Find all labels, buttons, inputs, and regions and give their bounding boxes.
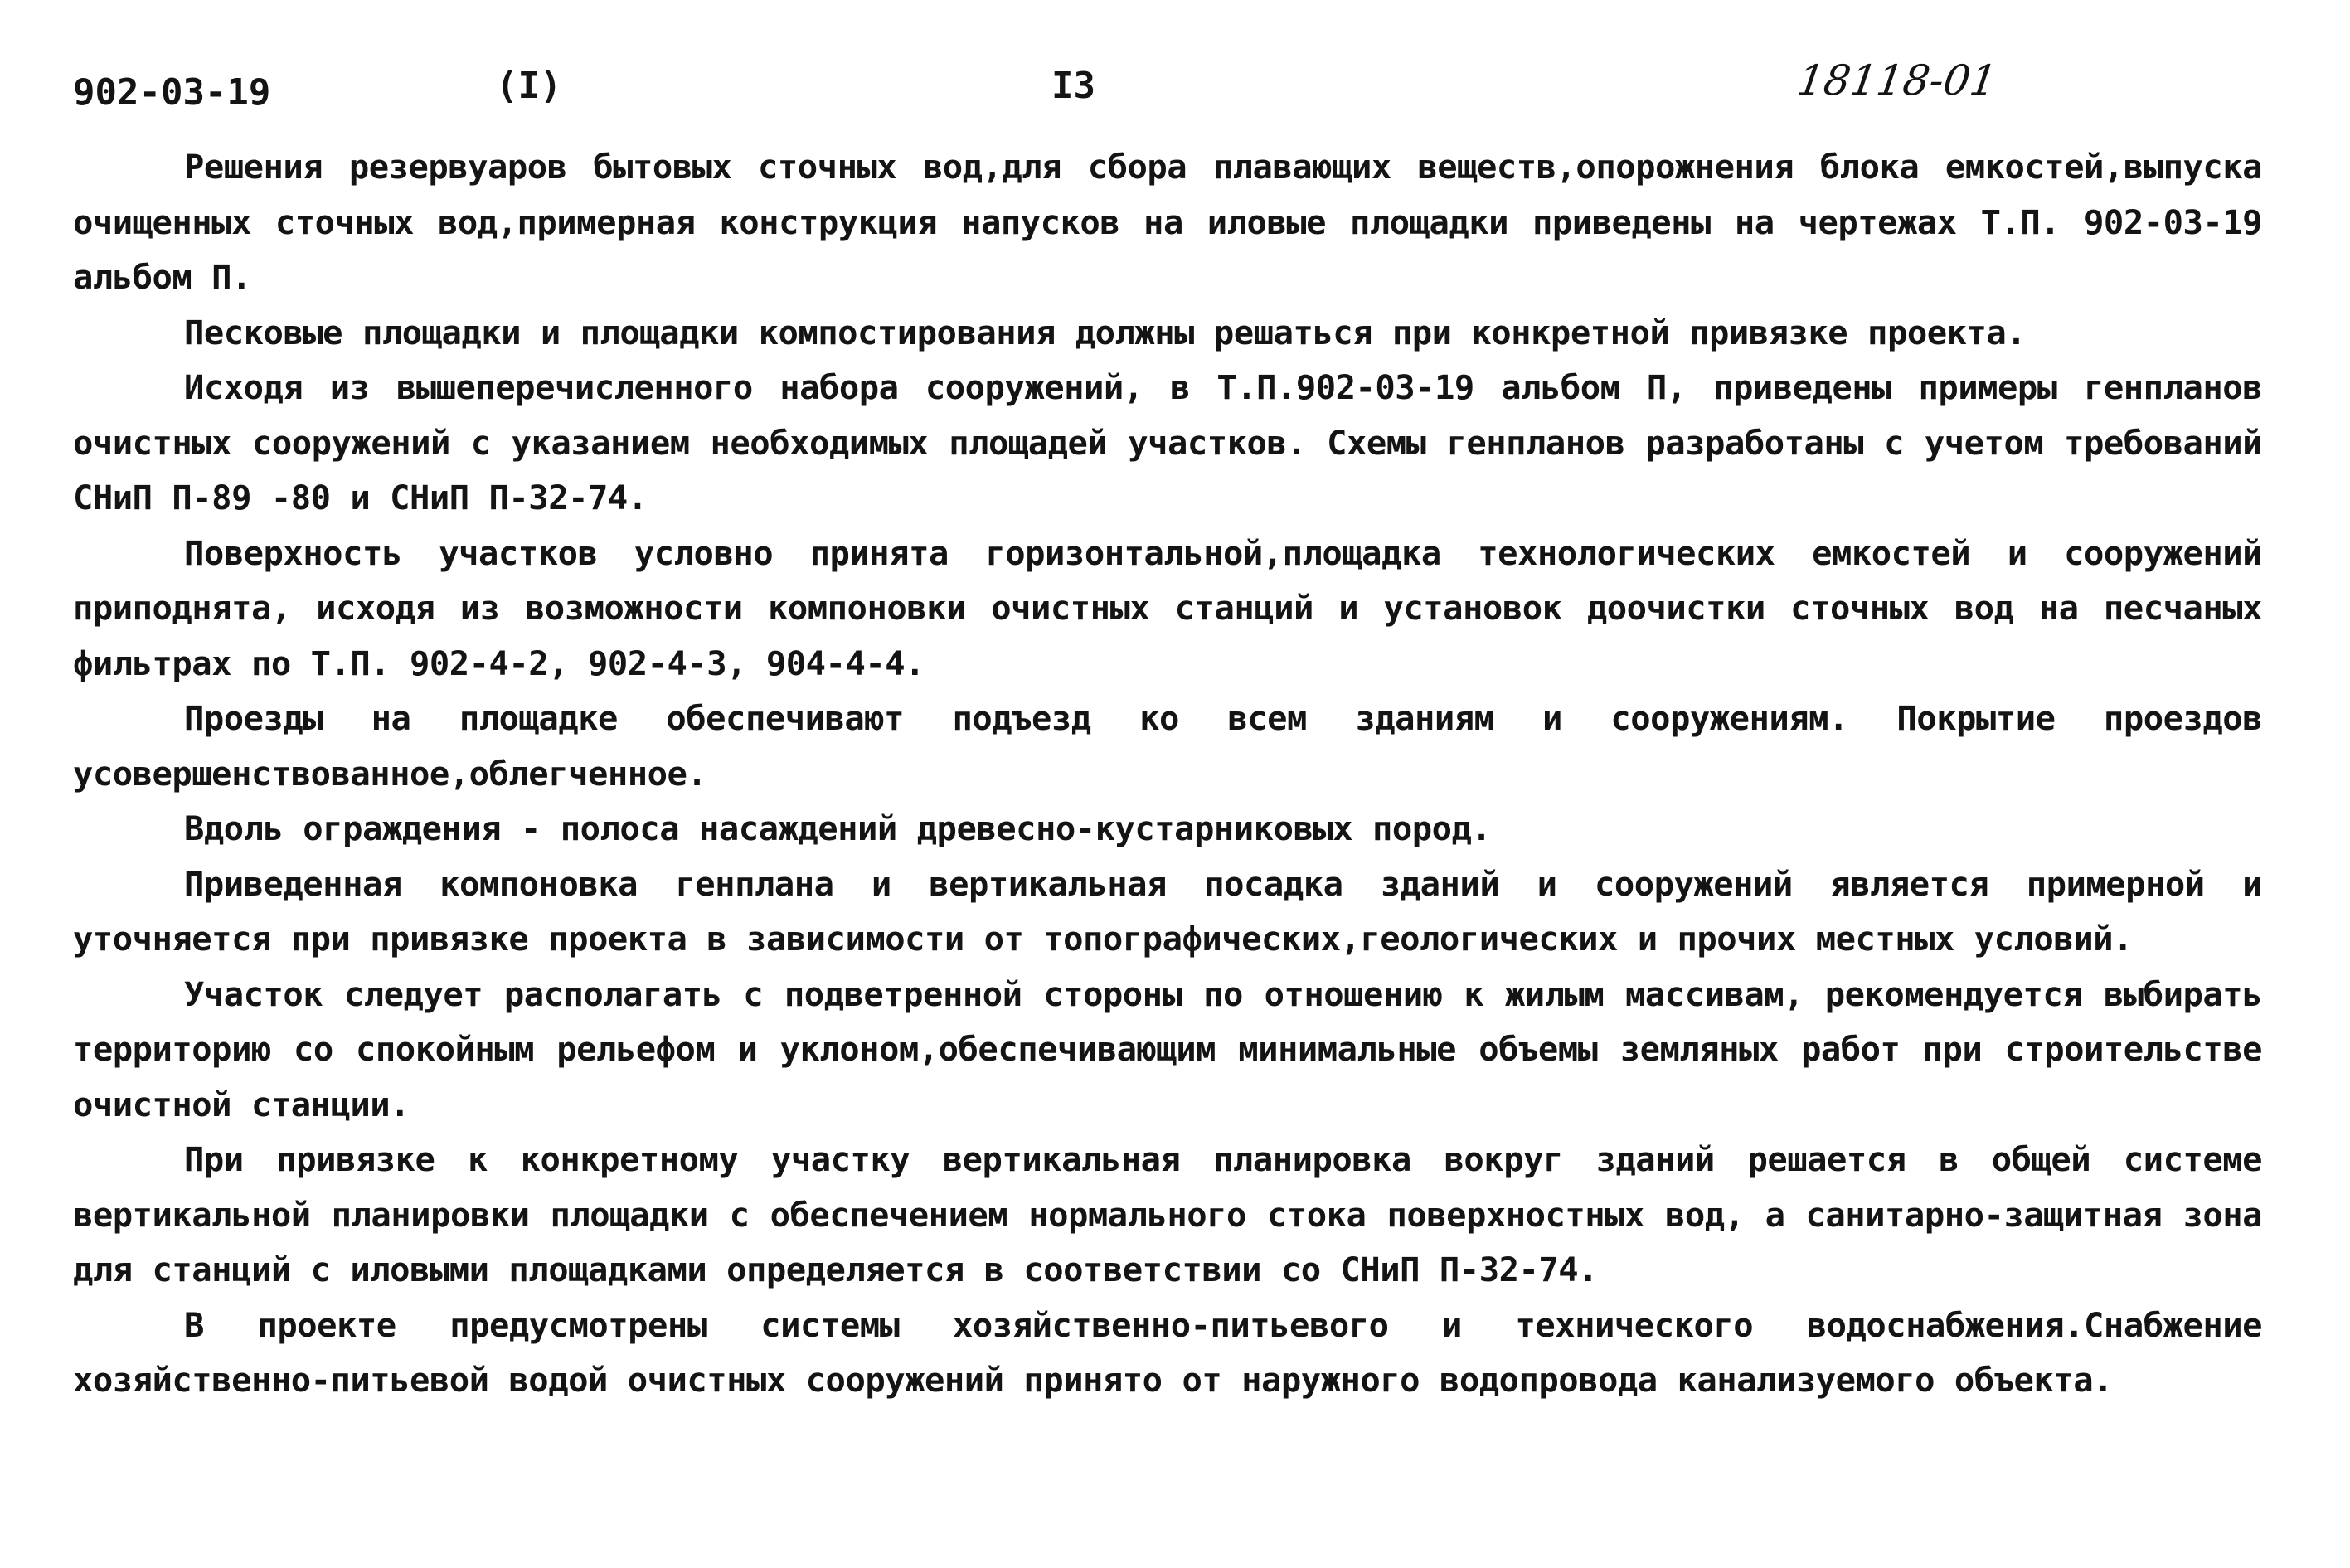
document-code: 902-03-19: [73, 71, 271, 114]
paragraph-surface: Поверхность участков условно принята горизонтальной,площадка технологических емкостей и сооружений приподнята, исходя из возможности компоновки очистных станций и установок доочистки сточных вод на песчаных фильтрах по Т.П. 902-4-2, 902-4-3, 904-4-4.: [73, 532, 2262, 683]
body-text: [73, 139, 2262, 1408]
paragraph-layout: Приведенная компоновка генплана и вертикальная посадка зданий и сооружений является примерной и уточняется при привязке проекта в зависимости от топографических,геологических и прочих местных условий.: [73, 863, 2262, 959]
paragraph-vertical-planning: При привязке к конкретному участку вертикальная планировка вокруг зданий решается в общей системе вертикальной планировки площадки с обеспечением нормального стока поверхностных вод, а санитарно-защитная зона для станций с иловыми площадками определяется в соответствии со СНиП П-32-74.: [73, 1139, 2262, 1289]
paragraph-driveways: Проезды на площадке обеспечивают подъезд ко всем зданиям и сооружениям. Покрытие проездов усовершенствованное,облегченное.: [73, 698, 2262, 794]
handwritten-inventory-number: 18118-01: [1794, 56, 2000, 104]
part-number: (I): [496, 65, 562, 107]
paragraph-fence-planting: Вдоль ограждения - полоса насаждений древесно-кустарниковых пород.: [184, 808, 1492, 848]
page-number: I3: [1051, 65, 1095, 107]
paragraph-sand-platforms: Песковые площадки и площадки компостирования должны решаться при конкретной привязке проекта.: [184, 312, 2027, 352]
page-header: [73, 56, 2312, 131]
paragraph-site-plans: Исходя из вышеперечисленного набора сооружений, в Т.П.902-03-19 альбом П, приведены примеры генпланов очистных сооружений с указанием необходимых площадей участков. Схемы генпланов разработаны с учетом требований СНиП П-89 -80 и СНиП П-32-74.: [73, 367, 2262, 517]
paragraph-reservoirs: Решения резервуаров бытовых сточных вод,для сбора плавающих веществ,опорожнения блока емкостей,выпуска очищенных сточных вод,примерная конструкция напусков на иловые площадки приведены на чертежах Т.П. 902-03-19 альбом П.: [73, 147, 2262, 297]
paragraph-site-location: Участок следует располагать с подветренной стороны по отношению к жилым массивам, рекомендуется выбирать территорию со спокойным рельефом и уклоном,обеспечивающим минимальные объемы земляных работ при строительстве очистной станции.: [73, 973, 2262, 1124]
paragraph-water-supply: В проекте предусмотрены системы хозяйственно-питьевого и технического водоснабжения.Снабжение хозяйственно-питьевой водой очистных сооружений принято от наружного водопровода канализуемого объекта.: [73, 1304, 2262, 1400]
